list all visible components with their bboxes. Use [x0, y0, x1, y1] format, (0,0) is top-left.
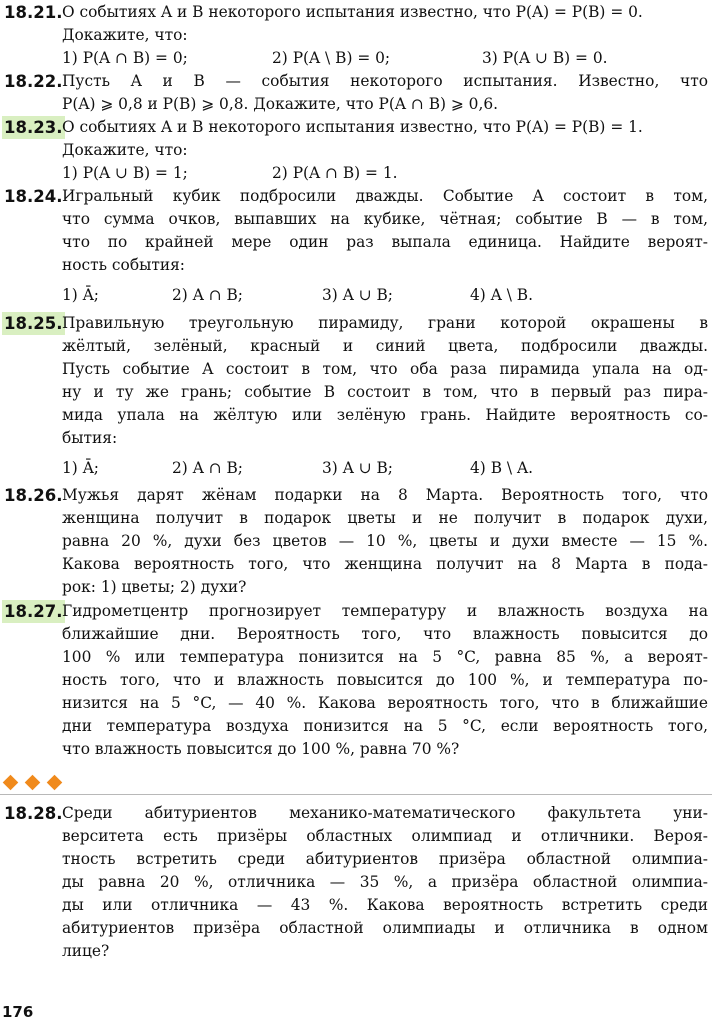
text-line: что сумма очков, выпавших на кубике, чётная; событие B — в том,: [62, 210, 708, 228]
text-line: ну и ту же грань; событие B состоит в том, что в первый раз пира-: [62, 383, 708, 401]
text-line: что влажность повысится до 100 %, равна 70 %?: [62, 740, 460, 758]
problem-text: [62, 116, 708, 185]
section-divider: [0, 794, 712, 795]
text-line: Правильную треугольную пирамиду, грани которой окрашены в: [62, 314, 708, 332]
problem-text: [62, 185, 708, 307]
text-line: низится на 5 °C, — 40 %. Какова вероятность того, что в ближайшие: [62, 694, 708, 712]
page-number: 176: [2, 1003, 34, 1021]
text-line: Гидрометцентр прогнозирует температуру и влажность воздуха на: [62, 602, 708, 620]
problem-number: 18.28.: [4, 804, 63, 823]
option-item: 2) A ∩ B;: [172, 286, 243, 304]
text-line: Мужья дарят жёнам подарки на 8 Марта. Вероятность того, что: [62, 486, 708, 504]
diamond-icon: [25, 775, 41, 791]
option-item: 1) P(A ∪ B) = 1;: [62, 164, 188, 182]
text-line: ды равна 20 %, отличника — 35 %, а призёра областной олимпиа-: [62, 873, 708, 891]
option-item: 1) Ā;: [62, 459, 99, 477]
text-line: равна 20 %, духи без цветов — 10 %, цветы и духи вместе — 15 %.: [62, 532, 708, 550]
text-line: рок: 1) цветы; 2) духи?: [62, 578, 247, 596]
text-line: Пусть событие A состоит в том, что оба раза пирамида упала на од-: [62, 360, 708, 378]
option-item: 3) A ∪ B;: [322, 459, 393, 477]
text-line: жёлтый, зелёный, красный и синий цвета, подбросили дважды.: [62, 337, 708, 355]
text-line: ды или отличника — 43 %. Какова вероятность встретить среди: [62, 896, 708, 914]
text-line: женщина получит в подарок цветы и не получит в подарок духи,: [62, 509, 708, 527]
problem-number: 18.24.: [4, 187, 63, 206]
problem-number: 18.27.: [2, 600, 65, 623]
diamond-icon: [47, 775, 63, 791]
options-row: [62, 162, 708, 185]
problem-text: [62, 484, 708, 599]
text-line: бытия:: [62, 429, 118, 447]
diamond-icon: [3, 775, 19, 791]
text-line: Докажите, что:: [62, 141, 188, 159]
text-line: ность того, что и влажность повысится до 100 %, и температура по-: [62, 671, 708, 689]
options-row: [62, 47, 708, 70]
section-marker: [2, 775, 102, 793]
options-row: [62, 457, 708, 480]
text-line: P(A) ⩾ 0,8 и P(B) ⩾ 0,8. Докажите, что P(A ∩ B) ⩾ 0,6.: [62, 95, 499, 113]
text-line: ближайшие дни. Вероятность того, что влажность повысится до: [62, 625, 708, 643]
text-line: Пусть A и B — события некоторого испытания. Известно, что: [62, 72, 708, 90]
text-line: абитуриентов призёра областной олимпиады и отличника в одном: [62, 919, 708, 937]
option-item: 3) A ∪ B;: [322, 286, 393, 304]
problem-text: [62, 70, 708, 116]
text-line: что по крайней мере один раз выпала единица. Найдите вероят-: [62, 233, 708, 251]
options-row: [62, 284, 708, 307]
text-line: мида упала на жёлтую или зелёную грань. Найдите вероятность со-: [62, 406, 708, 424]
option-item: 3) P(A ∪ B) = 0.: [482, 49, 608, 67]
problem-text: [62, 600, 708, 761]
text-line: О событиях A и B некоторого испытания известно, что P(A) = P(B) = 1.: [62, 118, 643, 136]
option-item: 4) A \ B.: [470, 286, 533, 304]
option-item: 2) P(A ∩ B) = 1.: [272, 164, 398, 182]
text-line: О событиях A и B некоторого испытания известно, что P(A) = P(B) = 0.: [62, 3, 643, 21]
problem-number: 18.26.: [4, 486, 63, 505]
option-item: 4) B \ A.: [470, 459, 533, 477]
text-line: тность встретить среди абитуриентов призёра областной олимпиа-: [62, 850, 708, 868]
text-line: Среди абитуриентов механико-математического факультета уни-: [62, 804, 708, 822]
problem-number: 18.21.: [4, 3, 63, 22]
text-line: Докажите, что:: [62, 26, 188, 44]
text-line: дни температура воздуха понизится на 5 °C, если вероятность того,: [62, 717, 708, 735]
problem-text: [62, 1, 708, 70]
option-item: 2) P(A \ B) = 0;: [272, 49, 391, 67]
option-item: 1) Ā;: [62, 286, 99, 304]
problem-number: 18.22.: [4, 72, 63, 91]
text-line: ность события:: [62, 256, 185, 274]
option-item: 1) P(A ∩ B) = 0;: [62, 49, 188, 67]
problem-text: [62, 312, 708, 480]
text-line: Какова вероятность того, что женщина получит на 8 Марта в пода-: [62, 555, 708, 573]
option-item: 2) A ∩ B;: [172, 459, 243, 477]
problem-number: 18.25.: [2, 312, 65, 335]
problem-text: [62, 802, 708, 963]
problem-number: 18.23.: [2, 116, 65, 139]
text-line: лице?: [62, 942, 110, 960]
text-line: Игральный кубик подбросили дважды. Событие A состоит в том,: [62, 187, 708, 205]
text-line: 100 % или температура понизится на 5 °C, равна 85 %, а вероят-: [62, 648, 708, 666]
text-line: верситета есть призёры областных олимпиад и отличники. Вероя-: [62, 827, 708, 845]
